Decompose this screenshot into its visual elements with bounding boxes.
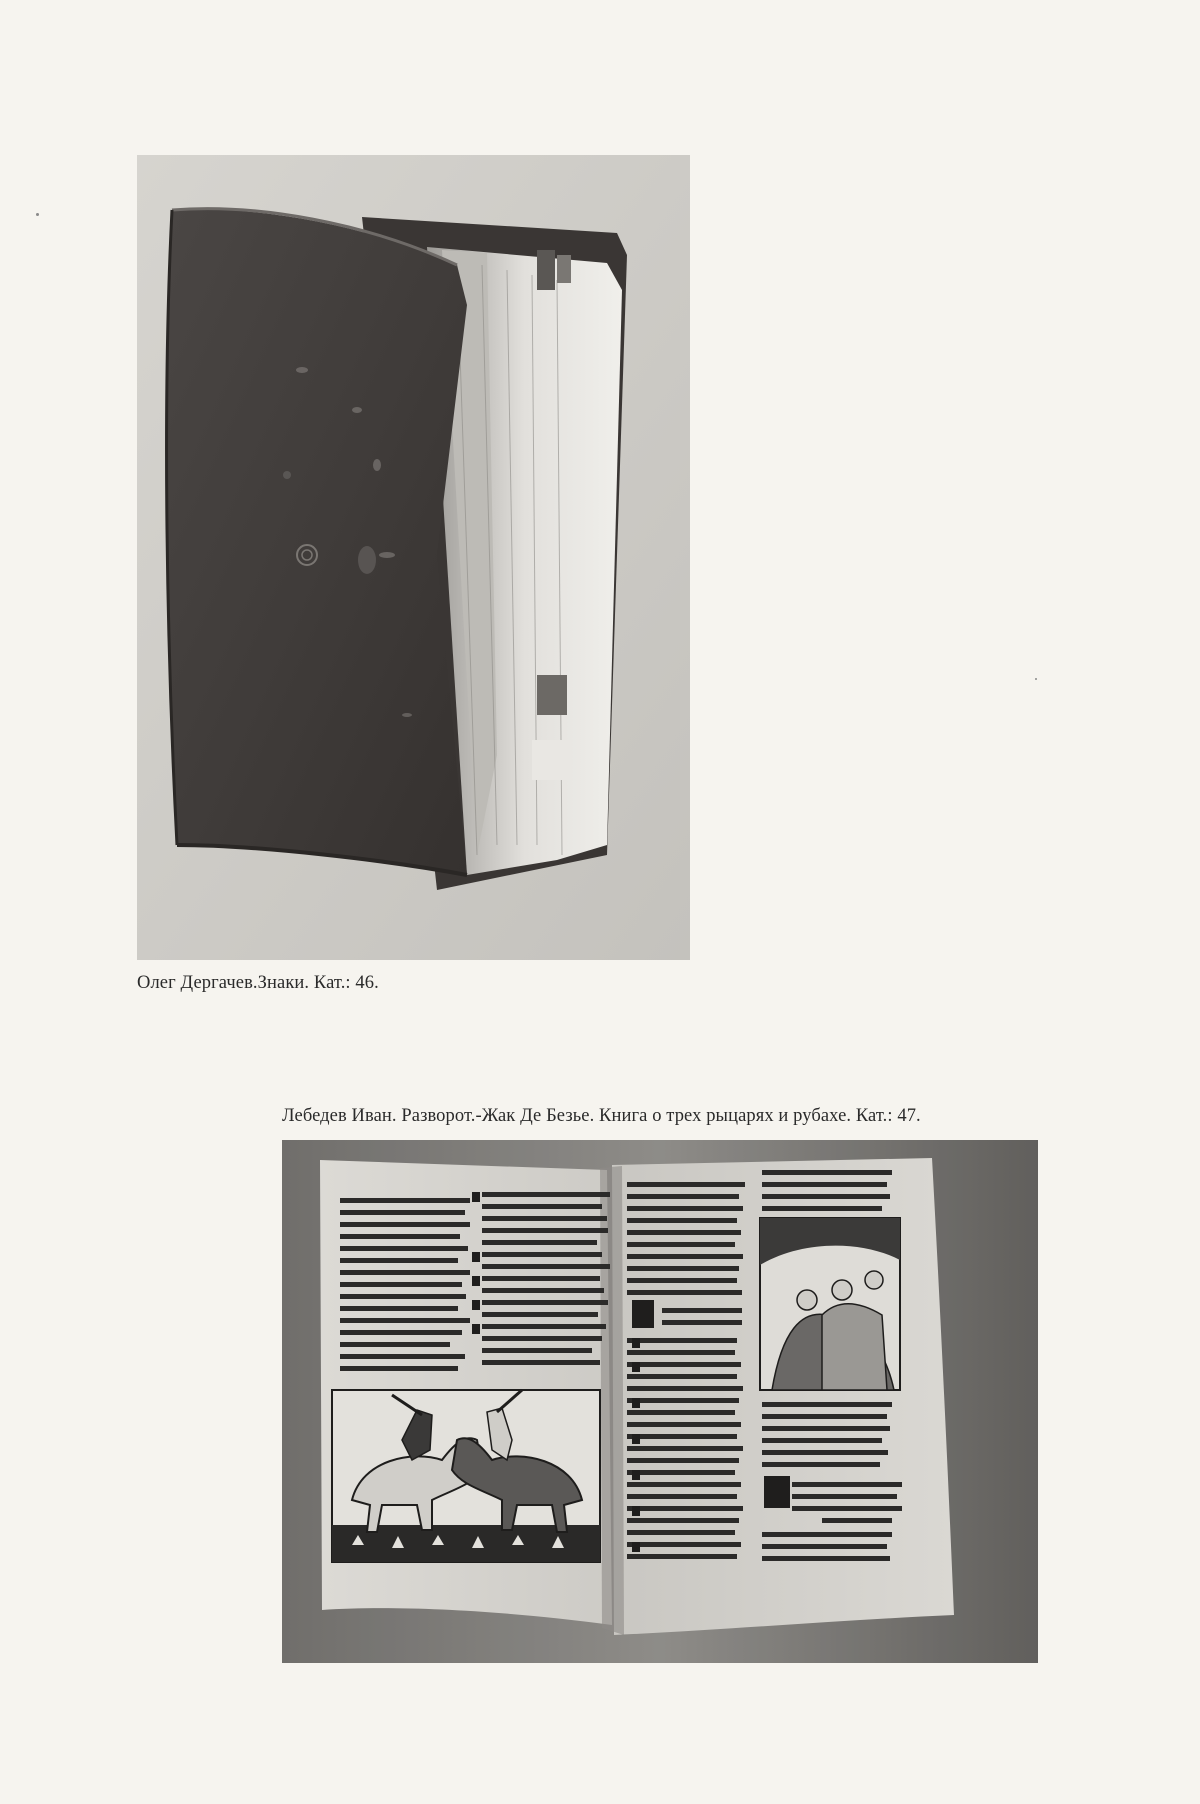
paper-speck xyxy=(1035,678,1037,680)
book-photo-signs xyxy=(137,155,690,960)
caption-spread: Лебедев Иван. Разворот.-Жак Де Безье. Книга о трех рыцарях и рубахе. Кат.: 47. xyxy=(282,1106,921,1126)
book-photo-spread xyxy=(282,1140,1038,1663)
caption-signs: Олег Дергачев.Знаки. Кат.: 46. xyxy=(137,973,379,993)
paper-speck xyxy=(36,213,39,216)
